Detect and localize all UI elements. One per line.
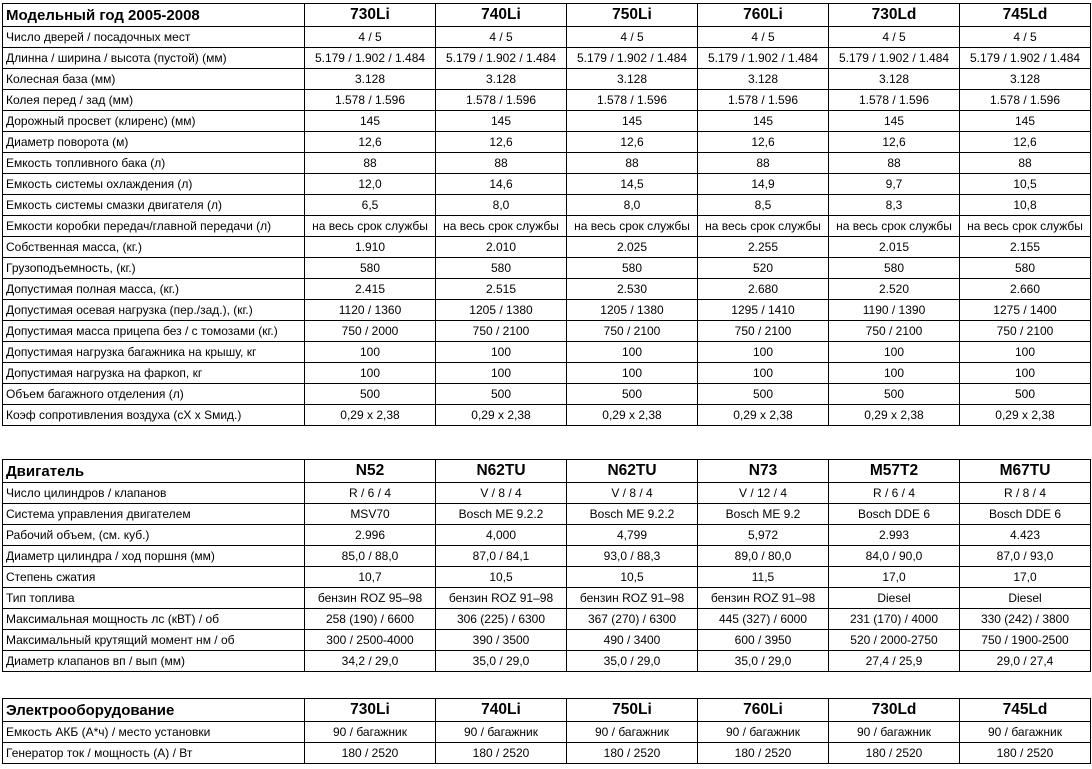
cell-value: 90 / багажник xyxy=(567,722,698,743)
row-label: Тип топлива xyxy=(3,588,305,609)
table-row xyxy=(3,111,1091,132)
row-label: Объем багажного отделения (л) xyxy=(3,384,305,405)
row-label: Число цилиндров / клапанов xyxy=(3,483,305,504)
cell-value: 0,29 x 2,38 xyxy=(829,405,960,426)
section-title: Двигатель xyxy=(3,460,305,483)
cell-value: 88 xyxy=(829,153,960,174)
cell-value: 0,29 x 2,38 xyxy=(960,405,1091,426)
cell-value: 88 xyxy=(305,153,436,174)
cell-value: Diesel xyxy=(829,588,960,609)
column-header: M67TU xyxy=(960,460,1091,483)
row-label: Емкости коробки передач/главной передачи (л) xyxy=(3,216,305,237)
cell-value: 2.680 xyxy=(698,279,829,300)
cell-value: 580 xyxy=(960,258,1091,279)
cell-value: 4 / 5 xyxy=(829,27,960,48)
table-row xyxy=(3,174,1091,195)
cell-value: 2.015 xyxy=(829,237,960,258)
cell-value: 93,0 / 88,3 xyxy=(567,546,698,567)
table-row xyxy=(3,342,1091,363)
cell-value: 2.010 xyxy=(436,237,567,258)
cell-value: 6,5 xyxy=(305,195,436,216)
cell-value: Bosch ME 9.2.2 xyxy=(436,504,567,525)
row-label: Число дверей / посадочных мест xyxy=(3,27,305,48)
cell-value: 750 / 2100 xyxy=(698,321,829,342)
table-row xyxy=(3,300,1091,321)
cell-value: 750 / 2100 xyxy=(567,321,698,342)
cell-value: 89,0 / 80,0 xyxy=(698,546,829,567)
cell-value: 2.660 xyxy=(960,279,1091,300)
cell-value: 88 xyxy=(960,153,1091,174)
cell-value: 2.415 xyxy=(305,279,436,300)
cell-value: 231 (170) / 4000 xyxy=(829,609,960,630)
table-row xyxy=(3,504,1091,525)
column-header: 745Ld xyxy=(960,4,1091,27)
column-header: 750Li xyxy=(567,4,698,27)
cell-value: 0,29 x 2,38 xyxy=(698,405,829,426)
cell-value: 490 / 3400 xyxy=(567,630,698,651)
cell-value: 8,3 xyxy=(829,195,960,216)
cell-value: 1205 / 1380 xyxy=(567,300,698,321)
row-label: Система управления двигателем xyxy=(3,504,305,525)
cell-value: 12,6 xyxy=(960,132,1091,153)
cell-value: 2.993 xyxy=(829,525,960,546)
cell-value: 14,9 xyxy=(698,174,829,195)
cell-value: бензин ROZ 95–98 xyxy=(305,588,436,609)
column-header: 730Li xyxy=(305,4,436,27)
row-label: Емкость топливного бака (л) xyxy=(3,153,305,174)
table-row xyxy=(3,195,1091,216)
cell-value: V / 8 / 4 xyxy=(436,483,567,504)
cell-value: 0,29 x 2,38 xyxy=(305,405,436,426)
cell-value: R / 6 / 4 xyxy=(829,483,960,504)
column-header: 750Li xyxy=(567,699,698,722)
cell-value: 100 xyxy=(436,342,567,363)
cell-value: на весь срок службы xyxy=(567,216,698,237)
table-row xyxy=(3,69,1091,90)
cell-value: 145 xyxy=(698,111,829,132)
cell-value: 29,0 / 27,4 xyxy=(960,651,1091,672)
column-header: 760Li xyxy=(698,699,829,722)
cell-value: 11,5 xyxy=(698,567,829,588)
engine-table xyxy=(2,459,1091,672)
table-row xyxy=(3,132,1091,153)
cell-value: 100 xyxy=(829,363,960,384)
row-label: Допустимая масса прицепа без / с томозами (кг.) xyxy=(3,321,305,342)
row-label: Допустимая нагрузка багажника на крышу, кг xyxy=(3,342,305,363)
cell-value: 3.128 xyxy=(305,69,436,90)
header-row xyxy=(3,4,1091,27)
cell-value: 300 / 2500-4000 xyxy=(305,630,436,651)
cell-value: 90 / багажник xyxy=(698,722,829,743)
cell-value: 100 xyxy=(960,342,1091,363)
cell-value: 330 (242) / 3800 xyxy=(960,609,1091,630)
cell-value: 34,2 / 29,0 xyxy=(305,651,436,672)
cell-value: 10,5 xyxy=(436,567,567,588)
cell-value: 580 xyxy=(436,258,567,279)
header-row xyxy=(3,460,1091,483)
cell-value: 4,799 xyxy=(567,525,698,546)
cell-value: 2.515 xyxy=(436,279,567,300)
cell-value: 520 xyxy=(698,258,829,279)
cell-value: 4 / 5 xyxy=(698,27,829,48)
cell-value: 10,8 xyxy=(960,195,1091,216)
row-label: Допустимая нагрузка на фаркоп, кг xyxy=(3,363,305,384)
cell-value: 88 xyxy=(698,153,829,174)
column-header: 745Ld xyxy=(960,699,1091,722)
cell-value: 500 xyxy=(960,384,1091,405)
cell-value: 10,5 xyxy=(960,174,1091,195)
cell-value: 180 / 2520 xyxy=(567,743,698,764)
table-row xyxy=(3,384,1091,405)
cell-value: 1275 / 1400 xyxy=(960,300,1091,321)
column-header: 730Li xyxy=(305,699,436,722)
row-label: Допустимая полная масса, (кг.) xyxy=(3,279,305,300)
section-title: Электрооборудование xyxy=(3,699,305,722)
cell-value: 145 xyxy=(436,111,567,132)
cell-value: 5.179 / 1.902 / 1.484 xyxy=(960,48,1091,69)
cell-value: 9,7 xyxy=(829,174,960,195)
cell-value: 306 (225) / 6300 xyxy=(436,609,567,630)
cell-value: 500 xyxy=(567,384,698,405)
cell-value: 1.578 / 1.596 xyxy=(698,90,829,111)
cell-value: 500 xyxy=(698,384,829,405)
cell-value: 100 xyxy=(960,363,1091,384)
table-row xyxy=(3,321,1091,342)
cell-value: бензин ROZ 91–98 xyxy=(698,588,829,609)
table-row xyxy=(3,525,1091,546)
cell-value: 580 xyxy=(567,258,698,279)
table-row xyxy=(3,483,1091,504)
cell-value: 12,0 xyxy=(305,174,436,195)
cell-value: 100 xyxy=(698,363,829,384)
cell-value: Bosch DDE 6 xyxy=(829,504,960,525)
cell-value: 258 (190) / 6600 xyxy=(305,609,436,630)
cell-value: 87,0 / 93,0 xyxy=(960,546,1091,567)
cell-value: 1190 / 1390 xyxy=(829,300,960,321)
cell-value: 3.128 xyxy=(567,69,698,90)
cell-value: 5,972 xyxy=(698,525,829,546)
cell-value: 100 xyxy=(305,342,436,363)
cell-value: Bosch ME 9.2 xyxy=(698,504,829,525)
cell-value: 100 xyxy=(567,363,698,384)
cell-value: 750 / 1900-2500 xyxy=(960,630,1091,651)
cell-value: 17,0 xyxy=(960,567,1091,588)
table-row xyxy=(3,722,1091,743)
cell-value: 1.578 / 1.596 xyxy=(436,90,567,111)
cell-value: 12,6 xyxy=(698,132,829,153)
cell-value: 180 / 2520 xyxy=(829,743,960,764)
cell-value: 1.910 xyxy=(305,237,436,258)
electrical-table xyxy=(2,698,1091,764)
row-label: Грузоподъемность, (кг.) xyxy=(3,258,305,279)
table-row xyxy=(3,588,1091,609)
cell-value: 3.128 xyxy=(829,69,960,90)
cell-value: на весь срок службы xyxy=(829,216,960,237)
cell-value: Bosch DDE 6 xyxy=(960,504,1091,525)
cell-value: 4,000 xyxy=(436,525,567,546)
cell-value: 0,29 x 2,38 xyxy=(436,405,567,426)
cell-value: 8,5 xyxy=(698,195,829,216)
cell-value: 10,5 xyxy=(567,567,698,588)
cell-value: 1.578 / 1.596 xyxy=(305,90,436,111)
cell-value: 3.128 xyxy=(960,69,1091,90)
cell-value: V / 8 / 4 xyxy=(567,483,698,504)
cell-value: 85,0 / 88,0 xyxy=(305,546,436,567)
row-label: Диаметр клапанов вп / вып (мм) xyxy=(3,651,305,672)
row-label: Степень сжатия xyxy=(3,567,305,588)
cell-value: 2.520 xyxy=(829,279,960,300)
column-header: 730Ld xyxy=(829,4,960,27)
cell-value: 14,5 xyxy=(567,174,698,195)
cell-value: 4 / 5 xyxy=(960,27,1091,48)
table-row xyxy=(3,609,1091,630)
cell-value: 580 xyxy=(829,258,960,279)
cell-value: бензин ROZ 91–98 xyxy=(567,588,698,609)
cell-value: 180 / 2520 xyxy=(698,743,829,764)
cell-value: 1120 / 1360 xyxy=(305,300,436,321)
table-row xyxy=(3,405,1091,426)
cell-value: 5.179 / 1.902 / 1.484 xyxy=(305,48,436,69)
cell-value: MSV70 xyxy=(305,504,436,525)
column-header: N62TU xyxy=(567,460,698,483)
cell-value: 12,6 xyxy=(829,132,960,153)
table-row xyxy=(3,27,1091,48)
cell-value: 4 / 5 xyxy=(436,27,567,48)
cell-value: 4 / 5 xyxy=(567,27,698,48)
cell-value: 90 / багажник xyxy=(960,722,1091,743)
cell-value: 14,6 xyxy=(436,174,567,195)
row-label: Дорожный просвет (клиренс) (мм) xyxy=(3,111,305,132)
cell-value: 1295 / 1410 xyxy=(698,300,829,321)
row-label: Генератор ток / мощность (А) / Вт xyxy=(3,743,305,764)
cell-value: 180 / 2520 xyxy=(305,743,436,764)
cell-value: 2.025 xyxy=(567,237,698,258)
cell-value: 12,6 xyxy=(436,132,567,153)
column-header: N52 xyxy=(305,460,436,483)
cell-value: 2.996 xyxy=(305,525,436,546)
row-label: Максимальный крутящий момент нм / об xyxy=(3,630,305,651)
cell-value: 4.423 xyxy=(960,525,1091,546)
cell-value: 3.128 xyxy=(436,69,567,90)
row-label: Диаметр поворота (м) xyxy=(3,132,305,153)
cell-value: 3.128 xyxy=(698,69,829,90)
cell-value: 145 xyxy=(305,111,436,132)
cell-value: 90 / багажник xyxy=(305,722,436,743)
cell-value: 500 xyxy=(829,384,960,405)
cell-value: 445 (327) / 6000 xyxy=(698,609,829,630)
column-header: 740Li xyxy=(436,699,567,722)
cell-value: 8,0 xyxy=(567,195,698,216)
row-label: Допустимая осевая нагрузка (пер./зад.), (кг.) xyxy=(3,300,305,321)
row-label: Собственная масса, (кг.) xyxy=(3,237,305,258)
table-row xyxy=(3,546,1091,567)
cell-value: 145 xyxy=(567,111,698,132)
cell-value: 12,6 xyxy=(567,132,698,153)
cell-value: 5.179 / 1.902 / 1.484 xyxy=(436,48,567,69)
cell-value: 0,29 x 2,38 xyxy=(567,405,698,426)
row-label: Емкость АКБ (А*ч) / место установки xyxy=(3,722,305,743)
cell-value: 10,7 xyxy=(305,567,436,588)
cell-value: 100 xyxy=(436,363,567,384)
cell-value: 12,6 xyxy=(305,132,436,153)
cell-value: 580 xyxy=(305,258,436,279)
cell-value: 180 / 2520 xyxy=(436,743,567,764)
table-row xyxy=(3,279,1091,300)
cell-value: 145 xyxy=(829,111,960,132)
row-label: Емкость системы охлаждения (л) xyxy=(3,174,305,195)
cell-value: на весь срок службы xyxy=(436,216,567,237)
cell-value: 500 xyxy=(436,384,567,405)
cell-value: 180 / 2520 xyxy=(960,743,1091,764)
row-label: Коэф сопротивления воздуха (cX x Sмид.) xyxy=(3,405,305,426)
cell-value: 5.179 / 1.902 / 1.484 xyxy=(698,48,829,69)
cell-value: V / 12 / 4 xyxy=(698,483,829,504)
cell-value: 1.578 / 1.596 xyxy=(960,90,1091,111)
cell-value: 100 xyxy=(829,342,960,363)
cell-value: 520 / 2000-2750 xyxy=(829,630,960,651)
table-row xyxy=(3,48,1091,69)
cell-value: 35,0 / 29,0 xyxy=(436,651,567,672)
table-row xyxy=(3,90,1091,111)
cell-value: на весь срок службы xyxy=(698,216,829,237)
cell-value: 88 xyxy=(567,153,698,174)
cell-value: 100 xyxy=(567,342,698,363)
column-header: N73 xyxy=(698,460,829,483)
table-row xyxy=(3,258,1091,279)
table-row xyxy=(3,153,1091,174)
row-label: Емкость системы смазки двигателя (л) xyxy=(3,195,305,216)
row-label: Диаметр цилиндра / ход поршня (мм) xyxy=(3,546,305,567)
cell-value: 90 / багажник xyxy=(829,722,960,743)
table-row xyxy=(3,237,1091,258)
cell-value: 5.179 / 1.902 / 1.484 xyxy=(567,48,698,69)
cell-value: 2.530 xyxy=(567,279,698,300)
column-header: N62TU xyxy=(436,460,567,483)
cell-value: 4 / 5 xyxy=(305,27,436,48)
column-header: 760Li xyxy=(698,4,829,27)
cell-value: бензин ROZ 91–98 xyxy=(436,588,567,609)
cell-value: Bosch ME 9.2.2 xyxy=(567,504,698,525)
cell-value: 5.179 / 1.902 / 1.484 xyxy=(829,48,960,69)
row-label: Колесная база (мм) xyxy=(3,69,305,90)
cell-value: 100 xyxy=(698,342,829,363)
row-label: Рабочий объем, (см. куб.) xyxy=(3,525,305,546)
dimensions-table xyxy=(2,3,1091,426)
table-row xyxy=(3,567,1091,588)
cell-value: 8,0 xyxy=(436,195,567,216)
cell-value: на весь срок службы xyxy=(960,216,1091,237)
cell-value: 27,4 / 25,9 xyxy=(829,651,960,672)
table-row xyxy=(3,651,1091,672)
cell-value: 100 xyxy=(305,363,436,384)
cell-value: 17,0 xyxy=(829,567,960,588)
column-header: 730Ld xyxy=(829,699,960,722)
cell-value: 750 / 2100 xyxy=(960,321,1091,342)
column-header: 740Li xyxy=(436,4,567,27)
cell-value: 600 / 3950 xyxy=(698,630,829,651)
cell-value: 35,0 / 29,0 xyxy=(698,651,829,672)
cell-value: 750 / 2100 xyxy=(436,321,567,342)
cell-value: 1.578 / 1.596 xyxy=(567,90,698,111)
row-label: Максимальная мощность лс (кВТ) / об xyxy=(3,609,305,630)
cell-value: 2.155 xyxy=(960,237,1091,258)
column-header: M57T2 xyxy=(829,460,960,483)
table-row xyxy=(3,630,1091,651)
row-label: Длинна / ширина / высота (пустой) (мм) xyxy=(3,48,305,69)
cell-value: 145 xyxy=(960,111,1091,132)
cell-value: 88 xyxy=(436,153,567,174)
row-label: Колея перед / зад (мм) xyxy=(3,90,305,111)
cell-value: на весь срок службы xyxy=(305,216,436,237)
cell-value: 84,0 / 90,0 xyxy=(829,546,960,567)
cell-value: 90 / багажник xyxy=(436,722,567,743)
header-row xyxy=(3,699,1091,722)
cell-value: 2.255 xyxy=(698,237,829,258)
cell-value: 87,0 / 84,1 xyxy=(436,546,567,567)
cell-value: 390 / 3500 xyxy=(436,630,567,651)
cell-value: 1205 / 1380 xyxy=(436,300,567,321)
table-row xyxy=(3,743,1091,764)
cell-value: 1.578 / 1.596 xyxy=(829,90,960,111)
cell-value: R / 6 / 4 xyxy=(305,483,436,504)
table-row xyxy=(3,363,1091,384)
cell-value: 750 / 2000 xyxy=(305,321,436,342)
cell-value: 750 / 2100 xyxy=(829,321,960,342)
cell-value: 367 (270) / 6300 xyxy=(567,609,698,630)
table-row xyxy=(3,216,1091,237)
section-title: Модельный год 2005-2008 xyxy=(3,4,305,27)
cell-value: Diesel xyxy=(960,588,1091,609)
cell-value: 35,0 / 29,0 xyxy=(567,651,698,672)
cell-value: R / 8 / 4 xyxy=(960,483,1091,504)
cell-value: 500 xyxy=(305,384,436,405)
